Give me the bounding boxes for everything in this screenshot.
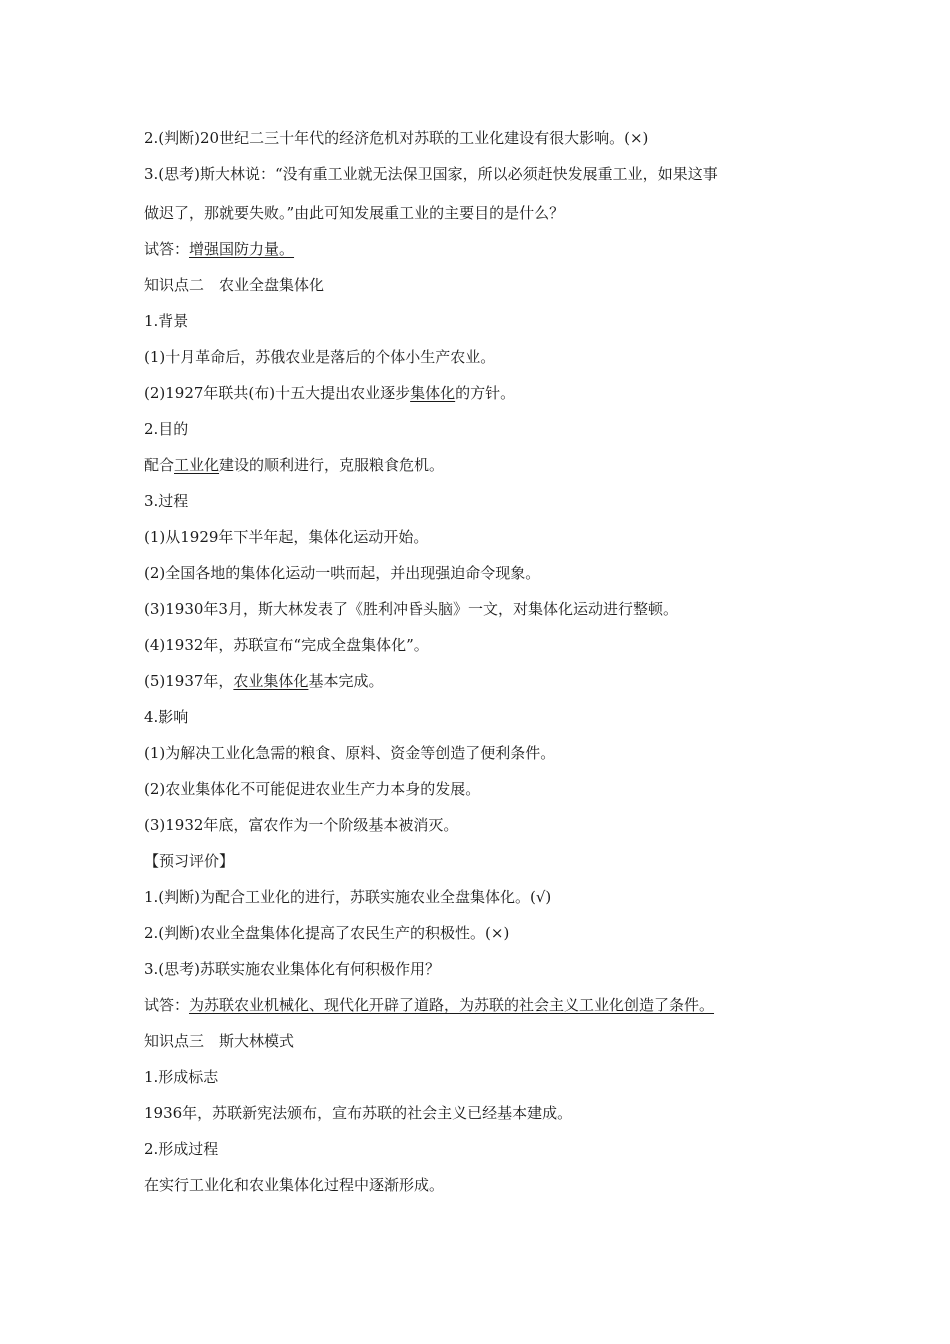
text: 配合 [144,456,175,474]
process-item-1: (1)从1929年下半年起，集体化运动开始。 [144,528,429,546]
process-item-5 [144,671,383,691]
process-item-4: (4)1932年，苏联宣布“完成全盘集体化”。 [144,636,429,654]
answer-prefix: 试答： [144,996,190,1014]
answer-prefix: 试答： [144,240,190,258]
preview-evaluation-heading: 【预习评价】 [144,852,235,870]
thinking-question-3: 3.(思考)斯大林说：“没有重工业就无法保卫国家，所以必须赶快发展重工业，如果这事 [144,165,718,183]
text: (2)1927年联共(布)十五大提出农业逐步 [144,384,411,402]
evaluation-question-1: 1.(判断)为配合工业化的进行，苏联实施农业全盘集体化。(√) [144,888,552,906]
evaluation-question-3: 3.(思考)苏联实施农业集体化有何积极作用？ [144,960,441,978]
answer-text: 增强国防力量。 [189,240,295,258]
answer-text: 为苏联农业机械化、现代化开辟了道路，为苏联的社会主义工业化创造了条件。 [189,996,715,1014]
judgement-question-2: 2.(判断)20世纪二三十年代的经济危机对苏联的工业化建设有很大影响。(×) [144,129,649,147]
purpose-text [144,455,444,475]
text: 的方针。 [455,384,516,402]
text: 基本完成。 [308,672,384,690]
subheading-formation-sign: 1.形成标志 [144,1068,219,1086]
answer-line [144,239,294,259]
formation-process-text: 在实行工业化和农业集体化过程中逐渐形成。 [144,1176,445,1194]
underlined-term: 集体化 [410,384,456,402]
text: 建设的顺利进行，克服粮食危机。 [219,456,445,474]
underlined-term: 农业集体化 [233,672,309,690]
text: (5)1937年， [144,672,234,690]
subheading-impact: 4.影响 [144,708,189,726]
background-item-1: (1)十月革命后，苏俄农业是落后的个体小生产农业。 [144,348,496,366]
impact-item-2: (2)农业集体化不可能促进农业生产力本身的发展。 [144,780,481,798]
impact-item-1: (1)为解决工业化急需的粮食、原料、资金等创造了便利条件。 [144,744,556,762]
thinking-question-3-continued: 做迟了，那就要失败。”由此可知发展重工业的主要目的是什么？ [144,204,565,222]
section-heading-knowledge-point-2: 知识点二 农业全盘集体化 [144,276,325,294]
background-item-2 [144,383,515,403]
section-heading-knowledge-point-3: 知识点三 斯大林模式 [144,1032,295,1050]
subheading-process: 3.过程 [144,492,189,510]
process-item-3: (3)1930年3月，斯大林发表了《胜利冲昏头脑》一文，对集体化运动进行整顿。 [144,600,678,618]
subheading-purpose: 2.目的 [144,420,189,438]
answer-line [144,995,714,1015]
subheading-background: 1.背景 [144,312,189,330]
evaluation-question-2: 2.(判断)农业全盘集体化提高了农民生产的积极性。(×) [144,924,510,942]
formation-sign-text: 1936年，苏联新宪法颁布，宣布苏联的社会主义已经基本建成。 [144,1104,573,1122]
impact-item-3: (3)1932年底，富农作为一个阶级基本被消灭。 [144,816,459,834]
subheading-formation-process: 2.形成过程 [144,1140,219,1158]
process-item-2: (2)全国各地的集体化运动一哄而起，并出现强迫命令现象。 [144,564,541,582]
underlined-term: 工业化 [174,456,220,474]
